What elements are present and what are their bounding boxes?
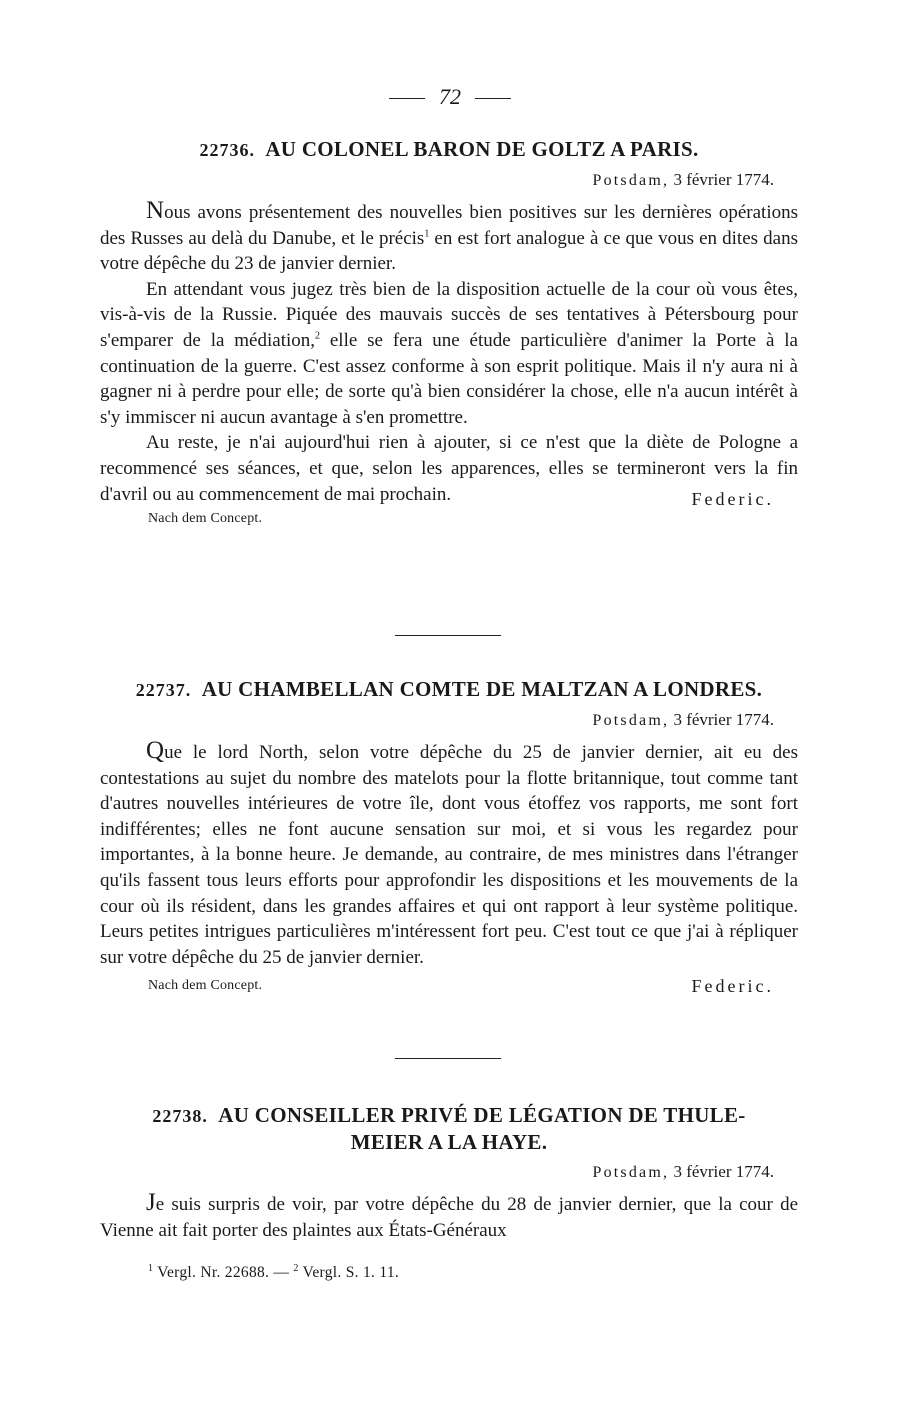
letter-heading — [100, 1102, 798, 1155]
footnotes — [148, 1264, 399, 1282]
letter-number: 22736. — [199, 140, 255, 160]
letter-title: AU CHAMBELLAN COMTE DE MALTZAN A LONDRES. — [201, 677, 763, 701]
dateline-date: 3 février 1774. — [673, 170, 774, 189]
paragraph: Nous avons présentement des nouvelles bien positives sur les dernières opérations des Russes au delà du Danube, et le précis$^1$ en est fort analogue à ce que vous en dites dans votre dépêche du 23 de janvier dernier. — [100, 197, 798, 275]
letter-number: 22737. — [135, 680, 192, 700]
dateline-place: Potsdam, — [592, 712, 670, 729]
paragraph: En attendant vous jugez très bien de la disposition actuelle de la cour où vous êtes, vis-à-vis de la Russie. Piquée des mauvais succès de ses tentatives à Pétersbourg pour s'emparer de la médiation,$^2$ elle se fera une étude particulière d'animer la Porte à la continuation de la guerre. C'est assez conforme à son esprit politique. Mais il n'y aura ni à gagner ni à perdre pour elle; de sorte qu'à bien considérer la chose, elle n'a aucun intérêt à s'y immiscer ni aucun avantage à s'en promettre. — [100, 278, 798, 428]
letter-title-line1: AU CONSEILLER PRIVÉ DE LÉGATION DE THULE- — [218, 1103, 746, 1127]
letter-number: 22738. — [152, 1106, 208, 1126]
source-note: Nach dem Concept. — [148, 978, 263, 994]
dateline-date: 3 février 1774. — [673, 1162, 774, 1181]
paragraph: Je suis surpris de voir, par votre dépêche du 28 de janvier dernier, que la cour de Vienne ait fait porter des plaintes aux États-Généraux — [100, 1189, 798, 1241]
dateline — [100, 709, 774, 732]
dateline-place: Potsdam, — [592, 172, 670, 189]
source-note: Nach dem Concept. — [148, 511, 263, 527]
page-number: 72 — [0, 84, 900, 110]
letter-22738 — [100, 1102, 798, 1243]
paragraph: Que le lord North, selon votre dépêche du 25 de janvier dernier, ait eu des contestations au sujet du nombre des matelots pour la flotte britannique, tout comme tant d'autres nouvelles intérieures de votre île, dont vous étoffez vos rapports, me sont fort indifférentes; elles ne font aucune sensation sur moi, et si vous les regardez pour importantes, à la bonne heure. Je demande, au contraire, de mes ministres dans l'étranger qu'ils fassent tous leurs efforts pour approfondir les dispositions et les mouvements de la cour où ils résident, dans les grandes affaires et qui ont rapport à leur système politique. Leurs petites intrigues particulières m'intéressent fort peu. C'est tout ce que j'ai à répliquer sur votre dépêche du 25 de janvier dernier. — [100, 737, 798, 968]
signature: Federic. — [691, 976, 774, 997]
dateline — [100, 1161, 774, 1184]
letter-title-line2: MEIER A LA HAYE. — [350, 1130, 548, 1154]
letter-body — [100, 738, 798, 970]
footnote-ref: 1 — [424, 228, 430, 240]
footnote-1: Vergl. Nr. 22688. — — [153, 1264, 294, 1281]
signature-row — [100, 489, 798, 529]
letter-title: AU COLONEL BARON DE GOLTZ A PARIS. — [265, 137, 699, 161]
letter-heading — [100, 676, 798, 703]
dateline-place: Potsdam, — [592, 1164, 670, 1181]
signature: Federic. — [691, 489, 774, 510]
footnote-mark: 2 — [293, 1262, 299, 1274]
letter-22736 — [100, 136, 798, 529]
section-divider — [395, 1058, 501, 1059]
dateline-date: 3 février 1774. — [673, 710, 774, 729]
section-divider — [395, 635, 501, 636]
letter-body — [100, 1190, 798, 1243]
letter-body — [100, 198, 798, 507]
footnote-2: Vergl. S. 1. 11. — [298, 1264, 400, 1281]
dateline — [100, 169, 774, 192]
letter-heading — [100, 136, 798, 163]
footnote-ref: 2 — [315, 330, 321, 342]
letter-22737 — [100, 676, 798, 998]
page-number-dash-left — [389, 98, 425, 99]
paragraph: Au reste, je n'ai aujourd'hui rien à ajouter, si ce n'est que la diète de Pologne a recommencé ses séances, et que, selon les apparences, elles se termineront vers la fin d'avril ou au commencement de mai prochain. — [100, 432, 798, 505]
page-number-dash-right — [475, 98, 511, 99]
signature-row — [100, 976, 798, 998]
footnote-mark: 1 — [148, 1262, 154, 1274]
